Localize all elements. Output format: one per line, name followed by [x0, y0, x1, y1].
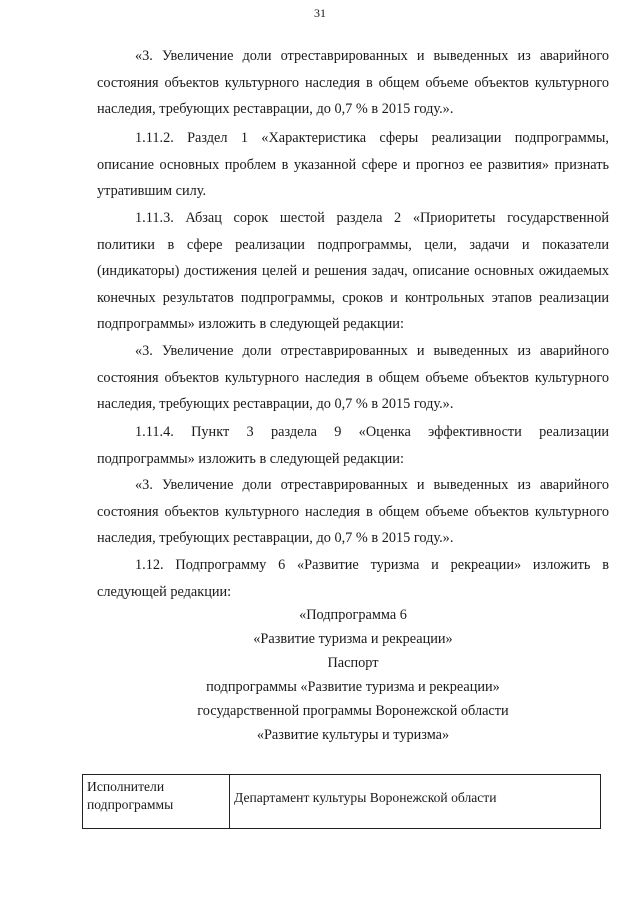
heading-line-title: «Развитие туризма и рекреации»: [253, 631, 453, 647]
paragraph-quote-3: [97, 472, 609, 552]
paragraph-1-11-2: [97, 125, 609, 205]
heading-line-passport: Паспорт: [327, 655, 379, 671]
heading-line-subprogram: «Подпрограмма 6: [299, 607, 407, 623]
heading-line-program-name: «Развитие культуры и туризма»: [256, 727, 450, 743]
paragraph-quote-2: [97, 338, 609, 418]
paragraph-text: 1.12. Подпрограмму 6 «Развитие туризма и рекреации» изложить в следующей редакции:: [97, 557, 609, 600]
subprogram-heading: [97, 603, 609, 747]
paragraph-quote-1: [97, 43, 609, 123]
paragraph-1-11-3: [97, 205, 609, 338]
paragraph-1-12: [97, 552, 609, 605]
passport-table: [82, 774, 601, 829]
page-number: 31: [314, 6, 326, 20]
paragraph-text: «3. Увеличение доли отреставрированных и выведенных из аварийного состояния объектов культурного наследия в общем объеме объектов культурного наследия, требующих реставрации, до 0,7 % в 2015 году.».: [97, 48, 609, 117]
paragraph-text: «3. Увеличение доли отреставрированных и выведенных из аварийного состояния объектов культурного наследия в общем объеме объектов культурного наследия, требующих реставрации, до 0,7 % в 2015 году.».: [97, 343, 609, 412]
heading-line-state-program: государственной программы Воронежской области: [197, 703, 509, 719]
table-row: [83, 775, 601, 829]
table-cell-value: Департамент культуры Воронежской области: [230, 775, 601, 829]
table-cell-label: Исполнители подпрограммы: [83, 775, 230, 829]
paragraph-text: 1.11.3. Абзац сорок шестой раздела 2 «Приоритеты государственной политики в сфере реализации подпрограммы, цели, задачи и показатели (индикаторы) достижения целей и решения задач, описание основных ожидаемых конечных результатов подпрограммы, сроков и контрольных этапов реализации подпрограммы» изложить в следующей редакции:: [97, 210, 609, 332]
heading-line-subprogram-name: подпрограммы «Развитие туризма и рекреации»: [206, 679, 500, 695]
paragraph-text: 1.11.4. Пункт 3 раздела 9 «Оценка эффективности реализации подпрограммы» изложить в следующей редакции:: [97, 424, 609, 467]
paragraph-1-11-4: [97, 419, 609, 472]
paragraph-text: «3. Увеличение доли отреставрированных и выведенных из аварийного состояния объектов культурного наследия в общем объеме объектов культурного наследия, требующих реставрации, до 0,7 % в 2015 году.».: [97, 477, 609, 546]
paragraph-text: 1.11.2. Раздел 1 «Характеристика сферы реализации подпрограммы, описание основных проблем в указанной сфере и прогноз ее развития» признать утратившим силу.: [97, 130, 609, 199]
